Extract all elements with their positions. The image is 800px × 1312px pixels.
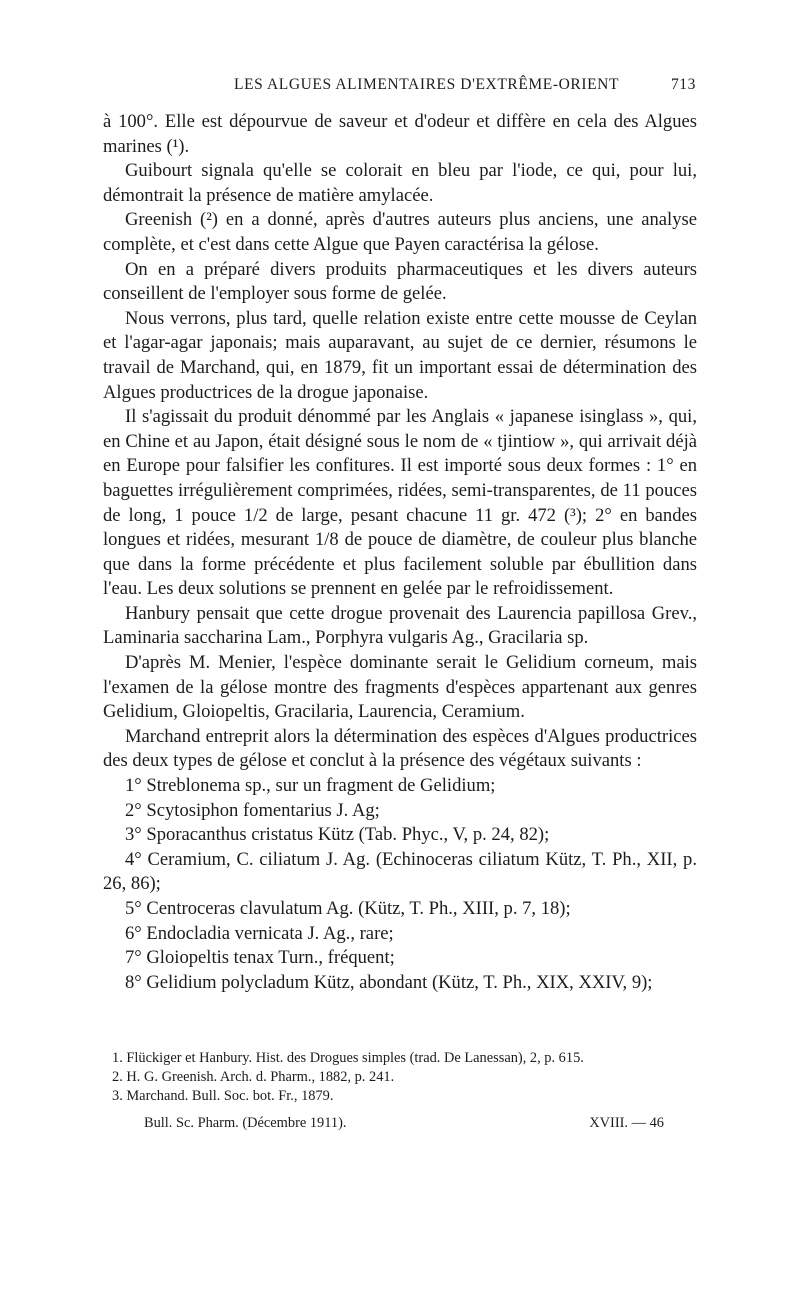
footnote: 2. H. G. Greenish. Arch. d. Pharm., 1882, p. 241.: [112, 1069, 395, 1085]
sheet-signature: XVIII. — 46: [589, 1115, 664, 1131]
paragraph: On en a préparé divers produits pharmaceutiques et les divers auteurs conseillent de l'employer sous forme de gelée.: [103, 258, 697, 305]
list-item: 7° Gloiopeltis tenax Turn., fréquent;: [125, 947, 395, 969]
footnote: 1. Flückiger et Hanbury. Hist. des Drogues simples (trad. De Lanessan), 2, p. 615.: [112, 1050, 584, 1066]
list-item: 4° Ceramium, C. ciliatum J. Ag. (Echinoceras ciliatum Kütz, T. Ph., XII, p. 26, 86);: [103, 848, 697, 895]
paragraph: Greenish (²) en a donné, après d'autres auteurs plus anciens, une analyse complète, et c'est dans cette Algue que Payen caractérisa la gélose.: [103, 209, 697, 255]
paragraph: D'après M. Menier, l'espèce dominante serait le Gelidium corneum, mais l'examen de la gélose montre des fragments d'espèces appartenant aux genres Gelidium, Gloiopeltis, Gracilaria, Laurencia, Ceramium.: [103, 652, 697, 723]
paragraph: Il s'agissait du produit dénommé par les Anglais « japanese isinglass », qui, en Chine et au Japon, était désigné sous le nom de « tjintiow », qui arrivait déjà en Europe pour falsifier les confitures. Il est importé sous deux formes : 1° en baguettes irrégulièrement comprimées, ridées, semi-transparentes, de 11 pouces de long, 1 pouce 1/2 de large, pesant chacune 11 gr. 472 (³); 2° en bandes longues et ridées, mesurant 1/8 de pouce de diamètre, de couleur plus blanche que dans la forme précédente et plus facilement soluble par ébullition dans l'eau. Les deux solutions se prennent en gelée par le refroidissement.: [103, 406, 697, 600]
paragraph: Nous verrons, plus tard, quelle relation existe entre cette mousse de Ceylan et l'agar-agar japonais; mais auparavant, au sujet de ce dernier, résumons le travail de Marchand, qui, en 1879, fit un important essai de détermination des Algues productrices de la drogue japonaise.: [103, 307, 697, 403]
species-list: [103, 774, 697, 995]
footnotes: [112, 1049, 672, 1106]
list-item: 6° Endocladia vernicata J. Ag., rare;: [125, 922, 394, 944]
list-item: 8° Gelidium polycladum Kütz, abondant (Kütz, T. Ph., XIX, XXIV, 9);: [125, 971, 653, 993]
body-text: [103, 110, 697, 995]
list-item: 1° Streblonema sp., sur un fragment de Gelidium;: [125, 775, 496, 797]
footnote: 3. Marchand. Bull. Soc. bot. Fr., 1879.: [112, 1088, 334, 1104]
list-item: 2° Scytosiphon fomentarius J. Ag;: [125, 799, 380, 821]
paragraph: Guibourt signala qu'elle se colorait en bleu par l'iode, ce qui, pour lui, démontrait la présence de matière amylacée.: [103, 160, 697, 206]
running-title: LES ALGUES ALIMENTAIRES D'EXTRÊME-ORIENT: [234, 76, 620, 93]
paragraph: à 100°. Elle est dépourvue de saveur et d'odeur et diffère en cela des Algues marines (¹).: [103, 111, 697, 157]
list-item: 5° Centroceras clavulatum Ag. (Kütz, T. Ph., XIII, p. 7, 18);: [125, 898, 571, 919]
page-number: 713: [670, 76, 696, 93]
paragraph: Marchand entreprit alors la détermination des espèces d'Algues productrices des deux types de gélose et conclut à la présence des végétaux suivants :: [103, 725, 697, 772]
running-header: [100, 76, 700, 96]
paragraph: Hanbury pensait que cette drogue provenait des Laurencia papillosa Grev., Laminaria saccharina Lam., Porphyra vulgaris Ag., Gracilaria sp.: [103, 602, 697, 649]
journal-citation: Bull. Sc. Pharm. (Décembre 1911).: [144, 1115, 347, 1131]
list-item: 3° Sporacanthus cristatus Kütz (Tab. Phyc., V, p. 24, 82);: [125, 824, 550, 846]
